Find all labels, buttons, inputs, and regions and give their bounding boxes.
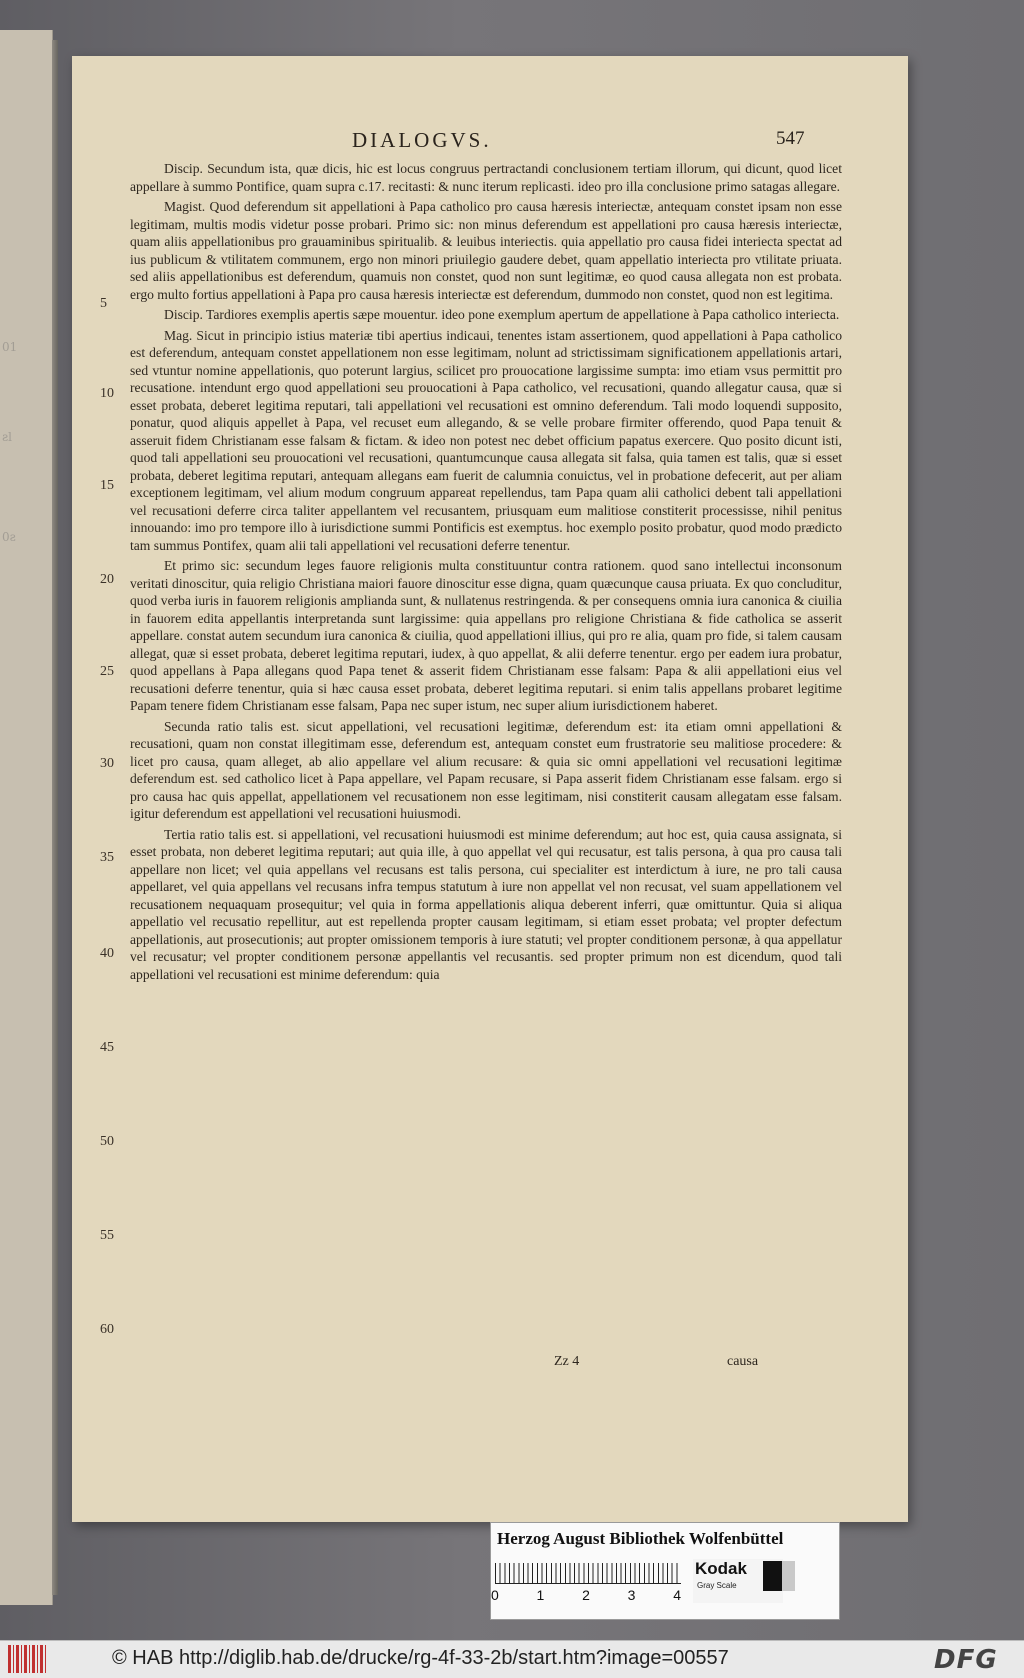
ruler-number: 0: [491, 1587, 499, 1603]
page-gutter-shadow: [52, 40, 58, 1595]
previous-page-edge: [0, 30, 53, 1605]
line-number: 5: [100, 296, 107, 311]
line-number: 30: [100, 756, 114, 771]
paragraph: Discip. Secundum ista, quæ dicis, hic est locus congruus pertractandi conclusionem tertiam illorum, qui dicunt, quod licet appellare à summo Pontifice, quam supra c.17. recitasti: & nunc iterum replicasti. ideo pro illa conclusione primo satagas allegare.: [130, 161, 842, 194]
line-number: 40: [100, 946, 114, 961]
footer-bar: [0, 1640, 1024, 1678]
dfg-logo: DFG: [934, 1645, 998, 1675]
line-number: 45: [100, 1040, 114, 1055]
ruler-number: 1: [536, 1587, 545, 1603]
paragraph: Mag. Sicut in principio istius materiæ tibi apertius indicaui, tenentes istam assertionem, quod appellationi à Papa catholico est deferendum, antequam constet appellationem non esse legitimam, nolunt ad strictissimam significationem appellationis artari, sed vtuntur nomine appellationis, quo poterunt largius, scilicet pro prouocatione largissime sumpta: imo etiam vsus permittit pro recusatione. intendunt ergo quod appellationi seu prouocationi à Papa catholico, vel recusationi, quando allegatur causa, quæ si esset probata, deberet legitima reputari, tali appellationi vel recusationi est omnino deferendum. Tali modo loquendi supposito, ponatur, quod aliquis appellet à Papa, vel recuset eum allegando, & se velle probare firmiter offerendo, quod Papa tenuit & asseruit fidem Christianam esse falsam & fictam. & ideo non potest nec debet officium papatus exercere. Quo posito dicunt isti, quod tali appellationi seu prouocationi vel recusationi, quantumcunque causa allegata sit falsa, quia tamen est talis, quæ si esset probata, deberet legitima reputari, antequam allegans eam fuerit de calumnia conuictus, vel in probatione defecerit, aut per aliam exceptionem legitimam, vel alium modum congruum appareat repellendus, tam Papa quam alii catholici debent tali appellationi vel recusationi deferre circa taliter appellantem vel recusantem, priusquam eum malitiose constiterit processisse, nihil penitus innouando: imo pro tempore illo à iurisdictione summi Pontificis est exemptus. hoc exemplo posito probatur, quod modo prædicto tam summus Pontifex, quam alii tali appellationi vel recusationi deferre tenentur.: [130, 327, 842, 553]
paragraph: Discip. Tardiores exemplis apertis sæpe mouentur. ideo pone exemplum apertum de appellatione à Papa catholico interiecta.: [164, 307, 840, 322]
page-body: [100, 160, 842, 1337]
line-number: 20: [100, 572, 114, 587]
paragraph: Et primo sic: secundum leges fauore religionis multa constituuntur contra rationem. quod sano intellectui inconsonum veritati dinoscitur, quia religio Christiana maiori fauore dinoscitur esse digna, quam quæcunque causa priuata. Ex quo concluditur, quod verba iuris in fauorem religionis amplianda sunt, & nullatenus restringenda. & per consequens omnia iura canonica & ciuilia in fauorem edita appellantis interpretanda sunt largissime: quia appellans pro religione Christiana & fide catholica se asserit appellare. constat autem secundum iura canonica & ciuilia, quod appellationi illius, qui pro re alia, quam pro fide, si talem causam allegat, quæ si esset probata, deberet legitima reputari, iudex, à quo appellat, & alii deferre tenentur. ergo per eadem iura probatur, quod appellans à Papa allegans quod Papa tenet & asserit fidem Christianam esse falsam: Papa & alii appellationi eius vel recusationi deferre tenentur, quia si hæc causa esset probata, deberet legitima reputari. si enim talis appellans probaret legitime Papam tenere fidem Christianam esse falsam, Papa nec super istum, nec super alium iurisdictionem haberet.: [130, 558, 842, 713]
line-number: 55: [100, 1228, 114, 1243]
paragraph: Secunda ratio talis est. sicut appellationi, vel recusationi legitimæ, deferendum est: ita etiam omni appellationi & recusationi, quam non constat illegitimam esse, deferendum est, antequam constet eum frustratorie seu malitiose procedere: & licet pro causa, quam alleget, ab alio appellare vel alium recusare: & quia sic omni appellationi vel recusationi legitimæ deferendum est. sed catholico licet à Papa appellare, vel Papam recusare, si Papa asserit fidem Christianam esse falsam. ergo si pro causa hac quis appellat, appellationem vel recusationem non esse legitimam, nisi constiterit causam allegatam esse falsam. igitur deferendum est appellationi vel recusationi huiusmodi.: [130, 718, 842, 821]
color-scale-card: [490, 1522, 840, 1620]
line-number: 15: [100, 478, 114, 493]
ruler-number: 2: [582, 1587, 590, 1603]
gray-patch: [763, 1561, 795, 1591]
ghost-line-number: ƨl: [2, 430, 12, 444]
paragraph: Tertia ratio talis est. si appellationi, vel recusationi huiusmodi est minime deferendum; aut hoc est, quia causa assignata, si esset probata, non deberet legitima reputari; aut quia ille, à quo appellat vel qui recusatur, est talis persona, à qua pro causa tali appellare non licet; vel quia appellans vel recusans est talis persona, cui specialiter est interdictum à iure, ne pro tali causa appellaret, vel quia appellans vel recusans infra tempus statutum à iure non appellat vel non recusat, vel suam appellationem vel recusationem nequaquam prosequitur; vel quia in forma appellationis aliqua deberent inferri, quæ omittuntur. Quia si aliqua appellatio vel recusatio repellitur, aut est repellenda propter causam legitimam, si etiam esset probata; vel propter defectum appellationis, aut prosecutionis; aut propter omissionem temporis à iure statuti; vel propter conditionem personæ, à qua appellatur vel recusatur; vel propter conditionem personæ appellantis vel recusantis. sed propter primum non est dicendum, quod tali appellationi vel recusationi est minime deferendum: quia: [130, 826, 842, 982]
line-number: 10: [100, 386, 114, 401]
kodak-subtitle: Gray Scale: [697, 1581, 737, 1590]
source-credit[interactable]: © HAB http://diglib.hab.de/drucke/rg-4f-33-2b/start.htm?image=00557: [112, 1647, 729, 1669]
book-page: [72, 56, 908, 1522]
hab-barcode-icon: [8, 1645, 48, 1673]
measurement-ruler: [495, 1563, 681, 1584]
paragraph: Magist. Quod deferendum sit appellationi à Papa catholico pro causa hæresis interiectæ, antequam constet ipsam non esse legitimam, multis modis videtur posse probari. Primo sic: non minus deferendum est appellationi pro causa hæresis interiectæ, quam aliis appellationibus pro grauaminibus spiritualib. & leuibus interiectis. quia appellatio pro causa fidei interiecta spectat ad ius publicum & vtilitatem communem, ergo non minori priuilegio gaudere debet, quam appellatio interiecta pro vtilitate priuata. sed aliis appellationibus est deferendum, quamuis non constet, quod non sunt legitimæ, eo quod causa allegata non est probata. ergo multo fortius appellationi à Papa pro causa hæresis interiectæ est deferendum, dummodo non constet, quod non est legitima.: [130, 199, 842, 302]
ghost-line-number: 0ƨ: [2, 530, 16, 544]
ruler-numbers: [491, 1587, 681, 1603]
signature-mark: Zz 4: [554, 1354, 580, 1369]
running-head: DIALOGVS.: [352, 128, 492, 152]
page-number: 547: [776, 128, 805, 149]
ruler-number: 3: [627, 1587, 636, 1603]
line-number: 50: [100, 1134, 114, 1149]
library-name: Herzog August Bibliothek Wolfenbüttel: [497, 1529, 784, 1548]
kodak-logo: Kodak: [695, 1559, 747, 1578]
line-number: 25: [100, 664, 114, 679]
line-number: 60: [100, 1322, 114, 1337]
ghost-line-number: 01: [2, 340, 18, 354]
line-number: 35: [100, 850, 114, 865]
catchword: causa: [727, 1354, 759, 1369]
ruler-number: 4: [673, 1587, 681, 1603]
